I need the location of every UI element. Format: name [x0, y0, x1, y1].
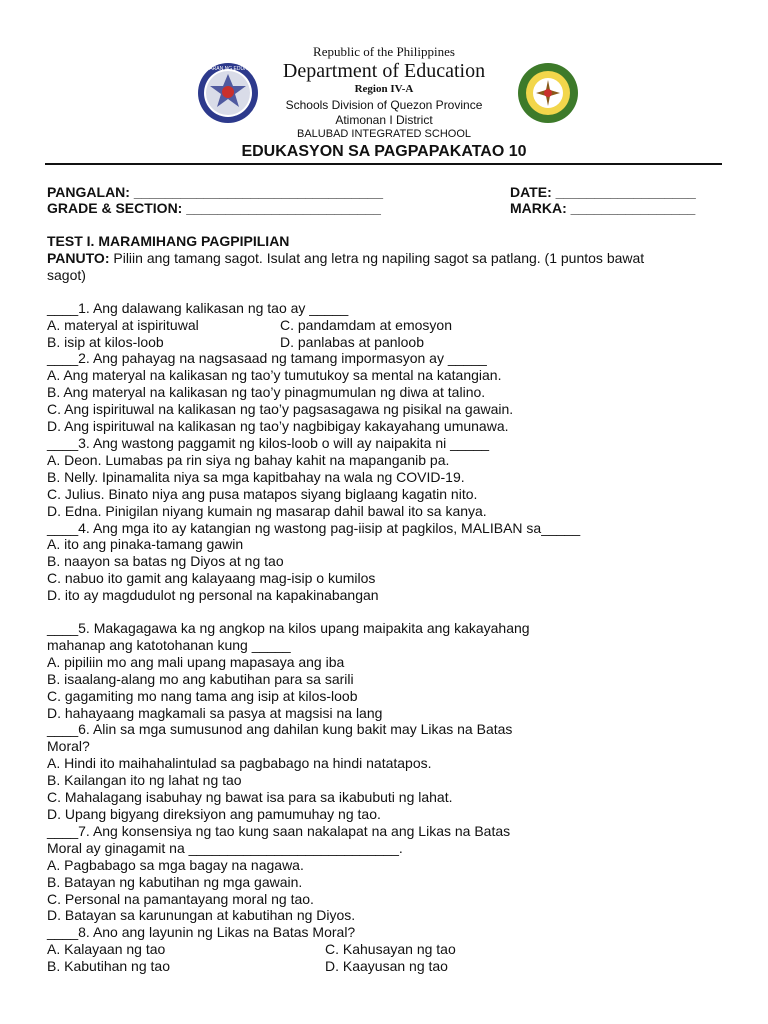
- instructions: [47, 250, 727, 267]
- question-item: [47, 520, 727, 605]
- question-item: [47, 435, 727, 520]
- answer-choice: C. Mahalagang isabuhay ng bawat isa para sa ikabubuti ng lahat.: [47, 789, 453, 806]
- answer-choice: D. ito ay magdudulot ng personal na kapakinabangan: [47, 587, 379, 604]
- question-text[interactable]: ____4. Ang mga ito ay katangian ng wastong pag-iisip at pagkilos, MALIBAN sa_____: [47, 519, 581, 536]
- district-line: Atimonan I District: [335, 113, 433, 127]
- answer-choice: D. Edna. Pinigilan niyang kumain ng masarap dahil bawal ito sa kanya.: [47, 502, 487, 519]
- answer-choice: C. Kahusayan ng tao: [325, 941, 456, 958]
- answer-choice: B. Kailangan ito ng lahat ng tao: [47, 772, 242, 789]
- answer-choice: A. Kalayaan ng tao: [47, 941, 166, 958]
- department-title: Department of Education: [282, 60, 486, 82]
- question-text: mahanap ang katotohanan kung _____: [47, 636, 291, 653]
- question-text[interactable]: ____3. Ang wastong paggamit ng kilos-loob o will ay naipakita ni _____: [47, 434, 490, 451]
- answer-choice: A. Ang materyal na kalikasan ng tao’y tumutukoy sa mental na katangian.: [47, 367, 502, 384]
- division-line: Schools Division of Quezon Province: [285, 98, 483, 112]
- answer-choice: B. isaalang-alang mo ang kabutihan para sa sarili: [47, 670, 354, 687]
- answer-choice: A. Deon. Lumabas pa rin siya ng bahay kahit na mapanganib pa.: [47, 451, 450, 468]
- svg-text:KAGAWARAN NG EDUKASYON: KAGAWARAN NG EDUKASYON: [191, 66, 265, 72]
- spacer: [47, 604, 727, 620]
- question-text: Moral?: [47, 738, 90, 755]
- question-text[interactable]: ____8. Ano ang layunin ng Likas na Batas Moral?: [47, 924, 356, 941]
- name-field[interactable]: PANGALAN: ________________________________: [47, 184, 383, 200]
- instructions-text: Piliin ang tamang sagot. Isulat ang letra ng napiling sagot sa patlang. (1 puntos bawat: [109, 249, 645, 266]
- choice-row: [47, 941, 727, 958]
- choice-row: [47, 334, 727, 351]
- answer-choice: B. isip at kilos-loob: [47, 333, 164, 350]
- question-text[interactable]: ____6. Alin sa mga sumusunod ang dahilan kung bakit may Likas na Batas: [47, 721, 513, 738]
- question-item: [47, 924, 727, 975]
- answer-choice: A. materyal at ispirituwal: [47, 316, 199, 333]
- instructions-label: PANUTO:: [47, 249, 110, 266]
- answer-choice: D. Upang bigyang direksiyon ang pamumuhay ng tao.: [47, 806, 381, 822]
- region-line: Region IV-A: [354, 83, 414, 95]
- answer-choice: D. Batayan sa karunungan at kabutihan ng Diyos.: [47, 907, 356, 924]
- question-item: [47, 823, 727, 924]
- choice-row: [47, 958, 727, 975]
- answer-choice: D. panlabas at panloob: [280, 333, 424, 350]
- republic-line: Republic of the Philippines: [313, 44, 455, 59]
- question-item: [47, 350, 727, 435]
- question-item: [47, 300, 727, 351]
- answer-choice: A. Pagbabago sa mga bagay na nagawa.: [47, 856, 304, 873]
- marka-field[interactable]: MARKA: ________________: [510, 200, 696, 216]
- question-text[interactable]: ____2. Ang pahayag na nagsasaad ng tamang impormasyon ay _____: [47, 350, 487, 367]
- answer-choice: D. Kaayusan ng tao: [325, 958, 448, 975]
- answer-choice: A. ito ang pinaka-tamang gawin: [47, 536, 244, 553]
- choice-row: [47, 317, 727, 334]
- answer-choice: D. hahayaang magkamali sa pasya at magsisi na lang: [47, 704, 383, 721]
- question-text[interactable]: ____1. Ang dalawang kalikasan ng tao ay _____: [47, 299, 349, 316]
- question-text: Moral ay ginagamit na ___________________________.: [47, 839, 403, 856]
- test-body: [47, 233, 727, 975]
- question-text[interactable]: ____7. Ang konsensiya ng tao kung saan nakalapat na ang Likas na Batas: [47, 822, 511, 839]
- question-item: [47, 721, 727, 822]
- header-divider: [45, 163, 722, 165]
- school-line: BALUBAD INTEGRATED SCHOOL: [297, 128, 471, 140]
- answer-choice: C. Ang ispirituwal na kalikasan ng tao’y pagsasagawa ng pisikal na gawain.: [47, 401, 514, 418]
- instructions-continued: sagot): [47, 266, 86, 283]
- answer-choice: C. pandamdam at emosyon: [280, 316, 452, 333]
- question-text[interactable]: ____5. Makagagawa ka ng angkop na kilos upang maipakita ang kakayahang: [47, 620, 530, 637]
- answer-choice: B. Ang materyal na kalikasan ng tao’y pinagmumulan ng diwa at talino.: [47, 384, 486, 401]
- date-field[interactable]: DATE: __________________: [510, 184, 696, 200]
- answer-choice: B. Kabutihan ng tao: [47, 958, 170, 975]
- subject-title: EDUKASYON SA PAGPAPAKATAO 10: [241, 143, 527, 160]
- answer-choice: A. Hindi ito maihahalintulad sa pagbabago na hindi natatapos.: [47, 755, 432, 772]
- answer-choice: D. Ang ispirituwal na kalikasan ng tao’y nagbibigay kakayahang umunawa.: [47, 418, 509, 435]
- question-item: [47, 604, 727, 721]
- answer-choice: C. nabuo ito gamit ang kalayaang mag-isip o kumilos: [47, 570, 376, 587]
- answer-choice: C. gagamiting mo nang tama ang isip at kilos-loob: [47, 687, 358, 704]
- spacer: [47, 284, 727, 300]
- answer-choice: C. Julius. Binato niya ang pusa matapos siyang biglaang kagatin nito.: [47, 485, 478, 502]
- test-title: TEST I. MARAMIHANG PAGPIPILIAN: [47, 233, 290, 249]
- answer-choice: B. Nelly. Ipinamalita niya sa mga kapitbahay na wala ng COVID-19.: [47, 468, 465, 485]
- answer-choice: C. Personal na pamantayang moral ng tao.: [47, 890, 314, 907]
- grade-section-field[interactable]: GRADE & SECTION: _________________________: [47, 200, 381, 216]
- answer-choice: B. Batayan ng kabutihan ng mga gawain.: [47, 873, 303, 890]
- question-list: [47, 300, 727, 975]
- answer-choice: B. naayon sa batas ng Diyos at ng tao: [47, 553, 284, 570]
- answer-choice: A. pipiliin mo ang mali upang mapasaya ang iba: [47, 653, 345, 670]
